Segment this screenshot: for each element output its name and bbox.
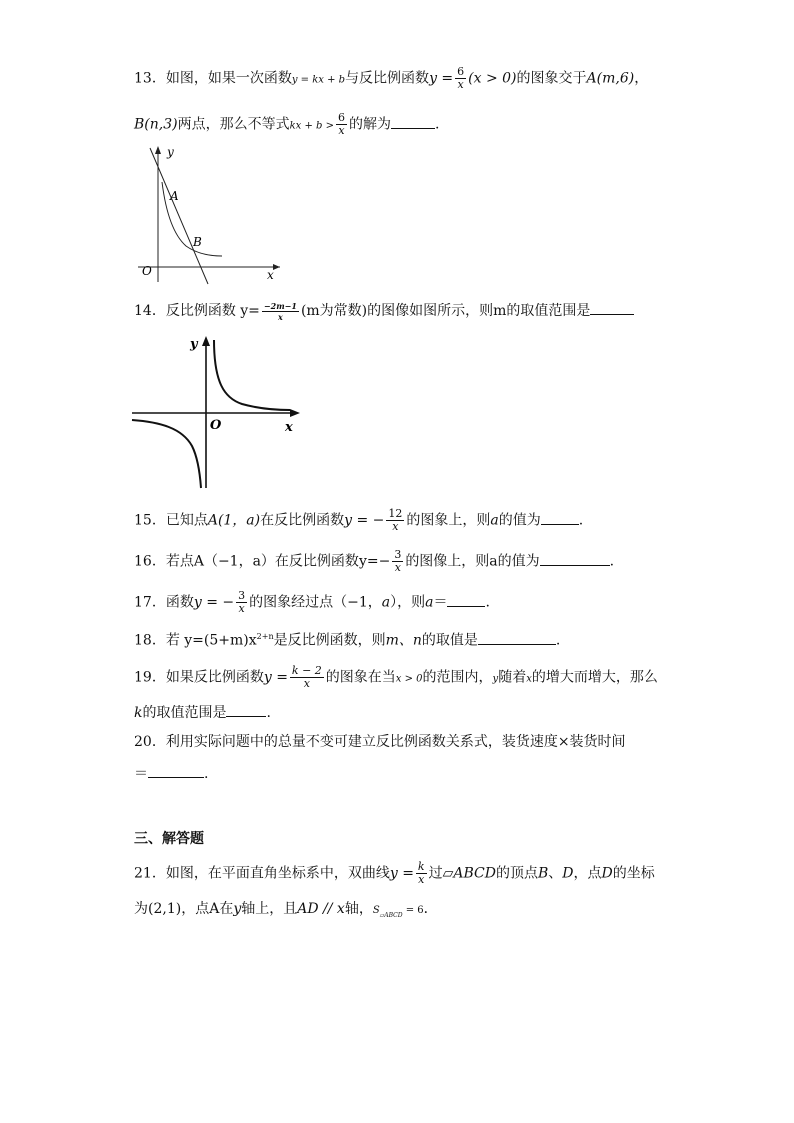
q14-label-y: y — [190, 337, 198, 352]
q15-text: 已知点 — [165, 512, 208, 529]
q13-linear-function: y = kx + b — [291, 74, 346, 86]
q13-label-a: A — [170, 189, 179, 203]
q21-y-eq: y = — [389, 865, 414, 882]
q19-text: 的取值范围是 — [142, 705, 227, 721]
q13-x-arrow — [273, 264, 280, 270]
q17-text: 的图象经过点（−1， — [249, 594, 382, 611]
q15-line — [134, 508, 583, 533]
q13-label-x: x — [267, 268, 274, 282]
q20-line1 — [134, 732, 626, 752]
q21-fraction — [416, 861, 427, 886]
q19-y-eq: y = — [263, 669, 288, 686]
q15-text: 的图象上，则 — [406, 512, 491, 529]
q21-text: 过 — [428, 865, 443, 882]
q13-ineq-fraction — [336, 112, 347, 137]
q14-branch-2 — [132, 420, 201, 488]
q17-var2: a — [425, 594, 434, 611]
q21-number: 21． — [134, 865, 166, 882]
q15-fraction — [386, 508, 404, 533]
q17-y-eq: y = − — [193, 594, 235, 611]
q19-condition: x > 0 — [395, 673, 423, 685]
q21-point-d: D — [601, 865, 613, 882]
q13-ineq-num: 6 — [338, 111, 345, 124]
q19-number: 19． — [134, 669, 166, 686]
q21-text: 为 — [134, 901, 148, 917]
q13-text: 的图象交于 — [516, 70, 587, 87]
q13-comma: ， — [634, 70, 649, 87]
q17-frac-num: 3 — [238, 589, 246, 602]
q14-fraction — [262, 301, 299, 322]
q21-line1 — [134, 861, 655, 886]
q15-period: . — [578, 512, 584, 529]
q21-text: 的顶点 — [495, 865, 538, 882]
q21-frac-den: x — [418, 873, 425, 886]
q19-answer-blank[interactable] — [226, 702, 266, 717]
q13-point-b: B(n,3) — [134, 116, 178, 133]
q19-text: 的范围内， — [422, 669, 493, 686]
q21-text: ，点 — [573, 865, 602, 882]
q17-line — [134, 590, 490, 615]
q15-answer-blank[interactable] — [541, 510, 579, 525]
q20-line2 — [134, 763, 208, 784]
q19-text: 的增大而增大，那么 — [531, 669, 658, 686]
q17-text: ），则 — [390, 594, 426, 611]
q13-inequality: kx + b > — [289, 120, 334, 132]
q15-y-eq: y = − — [344, 512, 385, 529]
q13-line-graph — [150, 148, 208, 284]
q16-fraction — [392, 549, 403, 574]
q16-y-eq: y=− — [358, 553, 391, 570]
q14-branch-1 — [214, 340, 290, 410]
q21-line2 — [134, 899, 438, 926]
q13-text: 如图，如果一次函数 — [165, 70, 292, 87]
q19-var-k: k — [134, 705, 143, 721]
q19-text: 随着 — [498, 669, 527, 686]
q21-vertex-b: B — [537, 865, 549, 882]
q21-period: ． — [423, 901, 438, 917]
q21-vertex-d: D — [562, 865, 574, 882]
q15-frac-num: 12 — [388, 507, 403, 520]
q21-var-y: y — [233, 901, 242, 917]
q19-period: . — [266, 705, 271, 721]
q13-condition: (x > 0) — [468, 70, 517, 87]
q20-answer-blank[interactable] — [148, 763, 204, 778]
q19-frac-num: k − 2 — [291, 664, 322, 677]
q15-text: 的值为 — [498, 512, 541, 529]
q14-x-arrow — [290, 409, 300, 417]
q13-figure — [130, 142, 290, 290]
q18-vars: m、n — [385, 632, 422, 649]
q20-period: . — [204, 766, 209, 782]
q14-label-x: x — [285, 420, 293, 435]
q18-answer-blank[interactable] — [478, 630, 556, 645]
q20-eq: ＝ — [134, 766, 148, 782]
q13-period: . — [435, 116, 440, 133]
q13-point-a: A(m,6) — [586, 70, 635, 87]
q17-period: . — [485, 594, 490, 611]
q14-number: 14． — [134, 303, 166, 319]
q13-label-o: O — [142, 264, 152, 278]
q21-frac-num: k — [417, 860, 425, 873]
q19-text: 如果反比例函数 — [165, 669, 264, 686]
q17-text: 函数 — [165, 594, 194, 611]
q19-var-y: y — [492, 673, 499, 685]
q21-text: ，点A在 — [181, 901, 234, 917]
q21-parallelogram: ▱ABCD — [442, 865, 496, 882]
q13-fraction — [455, 66, 466, 91]
q17-answer-blank[interactable] — [447, 592, 485, 607]
q19-line1 — [134, 665, 658, 690]
q13-label-b: B — [193, 235, 202, 249]
q21-parallel: AD // x — [297, 901, 345, 917]
q14-label-o: O — [210, 418, 222, 433]
q21-text: 如图，在平面直角坐标系中，双曲线 — [165, 865, 390, 882]
q16-text: 若点A（−1，a）在反比例函数 — [165, 553, 359, 570]
q21-text: 轴上，且 — [241, 901, 298, 917]
q21-text: 、 — [548, 865, 563, 882]
q18-number: 18． — [134, 632, 166, 649]
q21-area-value: = 6 — [402, 905, 424, 916]
q13-answer-blank[interactable] — [391, 114, 435, 129]
q16-line — [134, 549, 614, 574]
q16-number: 16． — [134, 553, 166, 570]
q19-var-x: x — [526, 673, 532, 685]
q16-answer-blank[interactable] — [540, 551, 610, 566]
q13-ineq-den: x — [338, 124, 345, 137]
q17-text: ＝ — [433, 594, 448, 611]
q13-text: 两点，那么不等式 — [177, 116, 290, 133]
q14-frac-num: −2m−1 — [263, 300, 297, 311]
q13-y-eq: y = — [429, 70, 454, 87]
q17-fraction — [236, 590, 247, 615]
q14-frac-den: x — [278, 311, 283, 322]
q15-point: A(1，a) — [207, 512, 261, 529]
q17-number: 17． — [134, 594, 166, 611]
q20-text: 利用实际问题中的总量不变可建立反比例函数关系式，装货速度×装货时间 — [165, 734, 626, 750]
q13-line2 — [134, 112, 439, 137]
q15-text: 在反比例函数 — [260, 512, 345, 529]
q17-frac-den: x — [238, 602, 245, 615]
q18-text: 的取值是 — [421, 632, 478, 649]
q18-period: . — [555, 632, 561, 649]
q19-text: 的图象在当 — [325, 669, 396, 686]
q21-text: 轴， — [344, 901, 373, 917]
q15-frac-den: x — [392, 520, 399, 533]
q21-text: 的坐标 — [612, 865, 655, 882]
q18-text: 是反比例函数，则 — [273, 632, 386, 649]
q14-answer-blank[interactable] — [590, 300, 634, 315]
q14-figure — [130, 332, 310, 492]
q21-coord: (2,1) — [148, 901, 182, 917]
q14-y-arrow — [202, 336, 210, 346]
q19-line2 — [134, 702, 271, 723]
q16-text: 的图像上，则a的值为 — [405, 553, 540, 570]
q17-var: a — [381, 594, 391, 611]
q18-line — [134, 627, 560, 651]
q16-frac-num: 3 — [394, 548, 402, 561]
q13-text: 与反比例函数 — [345, 70, 430, 87]
q13-label-y: y — [167, 145, 174, 159]
q19-fraction — [290, 665, 324, 690]
q19-frac-den: x — [303, 677, 310, 690]
q13-frac-num: 6 — [457, 65, 465, 78]
q20-number: 20． — [134, 734, 166, 750]
q13-y-arrow — [155, 146, 161, 154]
q13-line1 — [134, 66, 648, 91]
q18-exponent: 2+n — [256, 632, 274, 641]
q14-line — [134, 300, 634, 322]
q16-period: . — [609, 553, 615, 570]
section-heading: 三、解答题 — [134, 831, 204, 847]
q15-var: a — [490, 512, 499, 529]
q14-text: 反比例函数 y= — [165, 303, 260, 319]
q13-text: 的解为 — [349, 116, 391, 133]
q18-text: 若 y=(5+m)x — [165, 632, 257, 649]
q16-frac-den: x — [394, 561, 401, 574]
q21-area-symbol: S — [372, 905, 380, 916]
q13-frac-den: x — [457, 78, 464, 91]
q15-number: 15． — [134, 512, 166, 529]
q14-text: (m为常数)的图像如图所示，则m的取值范围是 — [300, 303, 591, 319]
q13-number: 13． — [134, 70, 166, 87]
q21-area-sub: ▱ABCD — [379, 911, 403, 919]
